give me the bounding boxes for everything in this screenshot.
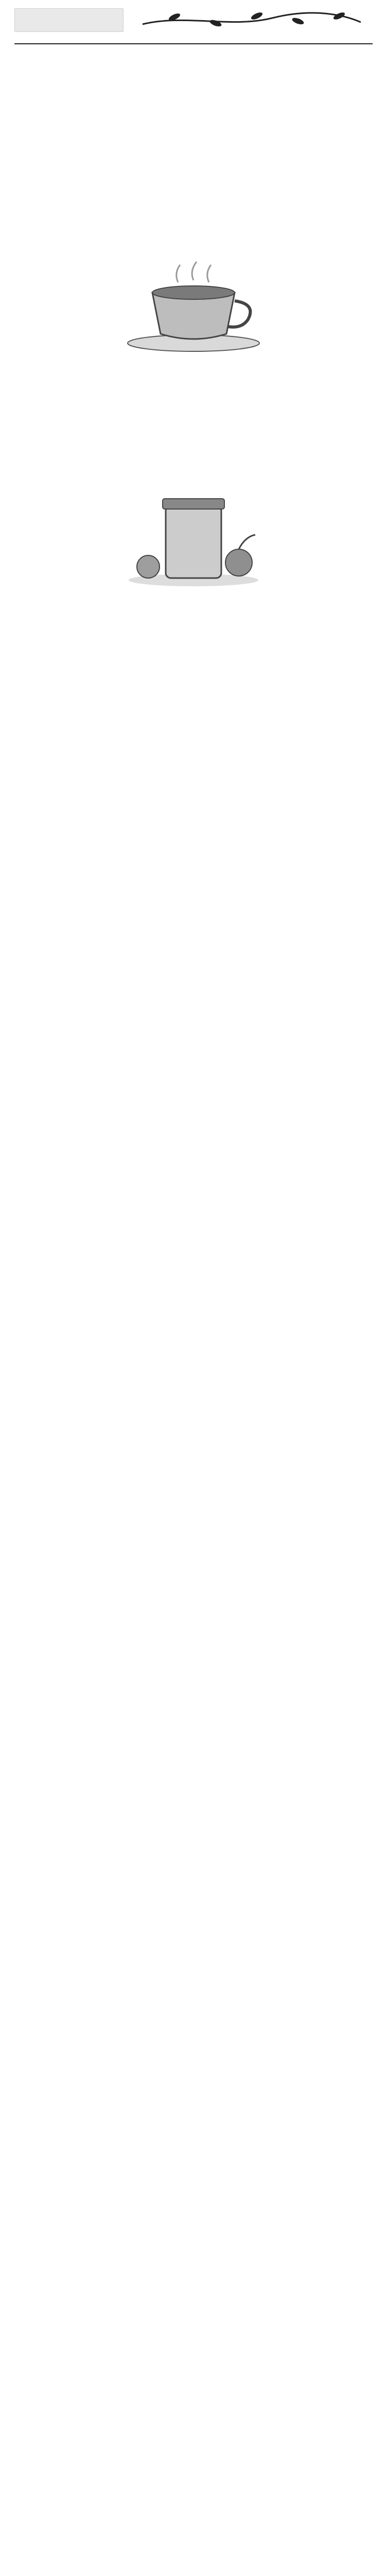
paragraph (15, 83, 372, 104)
paragraph (15, 195, 372, 215)
herbal-jar-illustration (116, 485, 271, 588)
header-divider (14, 43, 373, 44)
recipe-paragraph (15, 396, 372, 416)
paragraph (15, 685, 372, 706)
running-header (14, 0, 373, 40)
recipe-paragraph (15, 368, 372, 388)
floral-ornament-icon (131, 10, 373, 30)
recipe-paragraph (15, 451, 372, 472)
paragraph (15, 139, 372, 160)
paragraph (15, 167, 372, 188)
paragraph (15, 630, 372, 650)
paragraph (15, 602, 372, 622)
section-label (14, 8, 124, 32)
teacup-illustration (116, 257, 271, 354)
paragraph (15, 111, 372, 132)
recipe-paragraph (15, 223, 372, 243)
section-title (15, 53, 372, 73)
paragraph (15, 657, 372, 678)
article-body (14, 53, 373, 706)
recipe-paragraph (15, 423, 372, 444)
